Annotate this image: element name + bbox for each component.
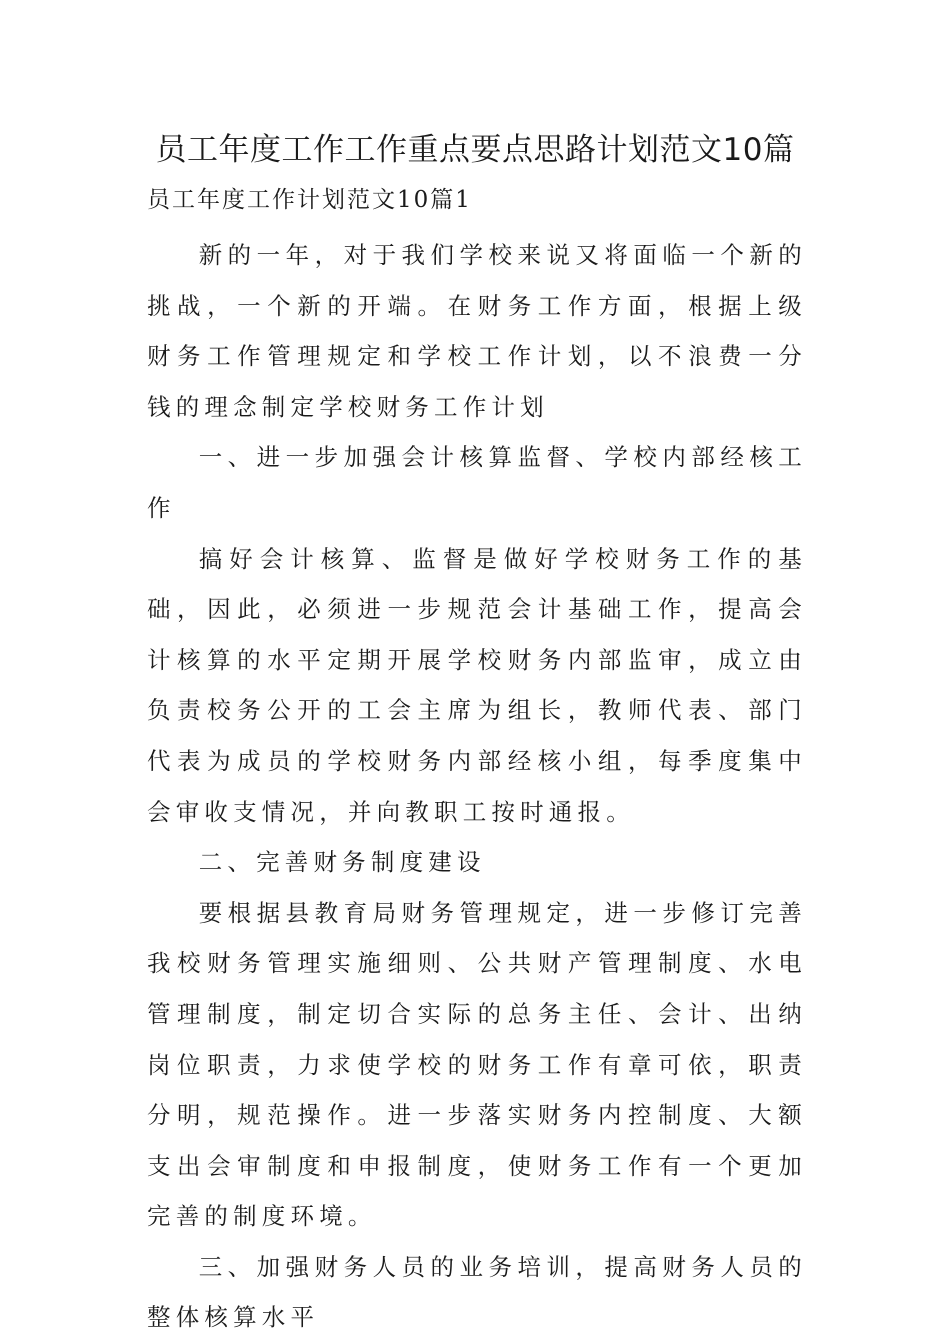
document-title: 员工年度工作工作重点要点思路计划范文10篇: [155, 132, 795, 168]
section-heading-2: 二、完善财务制度建设: [198, 848, 486, 877]
paragraph-section-1: 搞好会计核算、监督是做好学校财务工作的基础，因此，必须进一步规范会计基础工作，提高会计核算的水平定期开展学校财务内部监审，成立由负责校务公开的工会主席为组长，教师代表、部门代表为成员的学校财务内部经核小组，每季度集中会审收支情况，并向教职工按时通报。: [147, 544, 807, 826]
paragraph-section-2: 要根据县教育局财务管理规定，进一步修订完善我校财务管理实施细则、公共财产管理制度、水电管理制度，制定切合实际的总务主任、会计、出纳岗位职责，力求使学校的财务工作有章可依，职责分明，规范操作。进一步落实财务内控制度、大额支出会审制度和申报制度，使财务工作有一个更加完善的制度环境。: [147, 898, 807, 1231]
document-subtitle: 员工年度工作计划范文10篇1: [147, 187, 472, 213]
document-body: [147, 230, 807, 1343]
section-heading-3: 三、加强财务人员的业务培训，提高财务人员的整体核算水平: [147, 1252, 807, 1332]
section-heading-1: 一、进一步加强会计核算监督、学校内部经核工作: [147, 443, 807, 522]
paragraph-intro: 新的一年，对于我们学校来说又将面临一个新的挑战，一个新的开端。在财务工作方面，根据上级财务工作管理规定和学校工作计划，以不浪费一分钱的理念制定学校财务工作计划: [147, 241, 807, 421]
